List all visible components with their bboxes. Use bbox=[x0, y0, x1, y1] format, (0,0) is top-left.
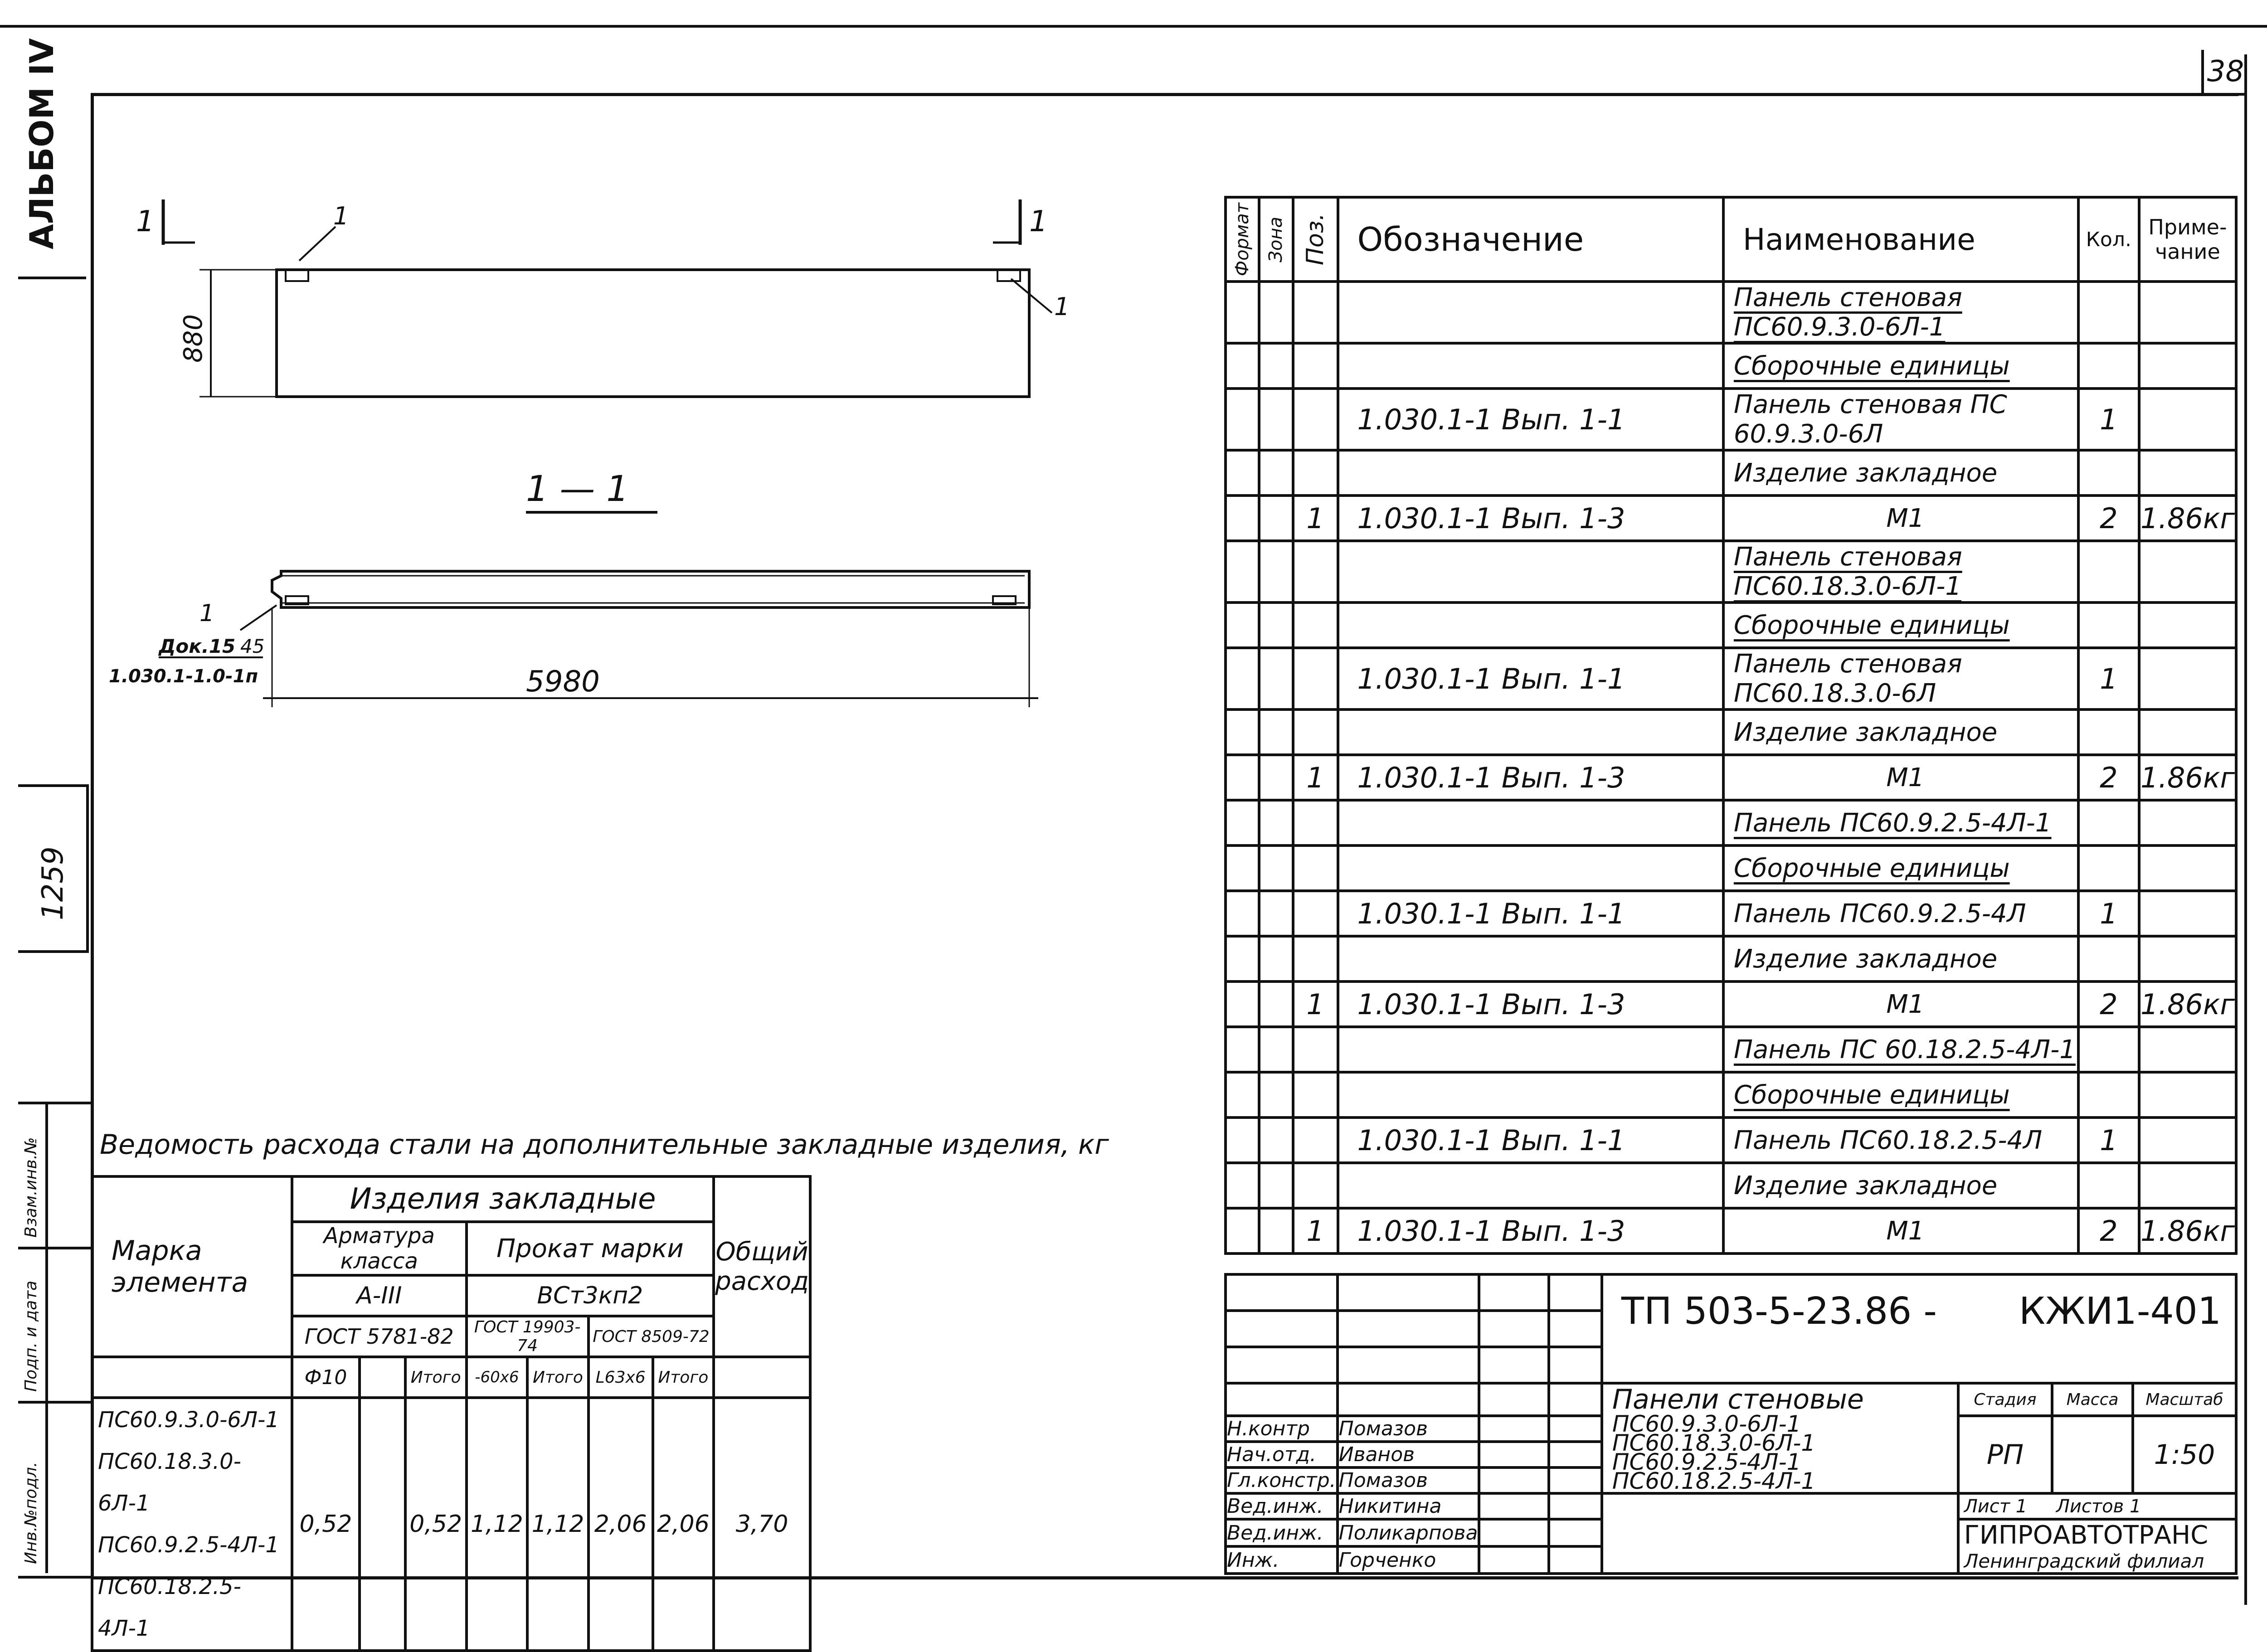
cell-zone bbox=[1259, 343, 1293, 389]
spec-row bbox=[1226, 1027, 2236, 1072]
total-label: Общий расход bbox=[714, 1176, 810, 1357]
signer-role: Нач.отд. bbox=[1226, 1442, 1338, 1467]
section-callout: 1 bbox=[199, 600, 215, 627]
cell-name: Панель ПС60.18.2.5-4Л bbox=[1723, 1118, 2078, 1163]
title-block bbox=[1224, 1273, 2238, 1575]
cell-designation: 1.030.1-1 Вып. 1-3 bbox=[1338, 755, 1723, 800]
cell-note: 1.86кг bbox=[2139, 1208, 2236, 1254]
cell-name: Сборочные единицы bbox=[1723, 343, 2078, 389]
spec-row bbox=[1226, 450, 2236, 496]
signer-role: Инж. bbox=[1226, 1546, 1338, 1574]
side-field-3: Инв.№подл. bbox=[22, 1462, 40, 1564]
cell-name: Сборочные единицы bbox=[1723, 602, 2078, 648]
cell-designation bbox=[1338, 343, 1723, 389]
val-phi10: 0,52 bbox=[292, 1398, 360, 1651]
cell-note: 1.86кг bbox=[2139, 496, 2236, 541]
col-total2: Итого bbox=[527, 1357, 589, 1398]
group-label: Изделия закладные bbox=[292, 1176, 714, 1222]
cell-zone bbox=[1259, 389, 1293, 450]
cell-name: Изделие закладное bbox=[1723, 450, 2078, 496]
col-60x6: -60х6 bbox=[467, 1357, 528, 1398]
cell-name: Панель стеновая ПС 60.9.3.0-6Л bbox=[1723, 389, 2078, 450]
gost2: ГОСТ 8509-72 bbox=[589, 1316, 714, 1357]
cell-note bbox=[2139, 845, 2236, 891]
section-mark-left-text: 1 bbox=[136, 205, 155, 238]
spec-row bbox=[1226, 891, 2236, 936]
stage-value: РП bbox=[1958, 1416, 2053, 1493]
cell-qty: 2 bbox=[2078, 496, 2139, 541]
sheets-label: Листов bbox=[2056, 1496, 2124, 1517]
mark-4: ПС60.18.2.5-4Л-1 bbox=[98, 1574, 241, 1641]
cell-note bbox=[2139, 1163, 2236, 1208]
cell-note bbox=[2139, 282, 2236, 343]
embed-right bbox=[997, 270, 1020, 281]
hdr-format: Формат bbox=[1232, 202, 1253, 277]
cell-qty bbox=[2078, 709, 2139, 755]
cell-designation bbox=[1338, 800, 1723, 845]
cell-format bbox=[1226, 389, 1259, 450]
cell-note bbox=[2139, 541, 2236, 602]
panel-drawing bbox=[91, 172, 1088, 762]
mark-3: ПС60.9.2.5-4Л-1 bbox=[98, 1532, 279, 1558]
cell-note bbox=[2139, 891, 2236, 936]
signer-name: Помазов bbox=[1338, 1467, 1479, 1493]
cell-name: Панель ПС 60.18.2.5-4Л-1 bbox=[1723, 1027, 2078, 1072]
val-total2: 1,12 bbox=[527, 1398, 589, 1651]
section-mark-right-text: 1 bbox=[1029, 205, 1048, 238]
spec-row bbox=[1226, 981, 2236, 1027]
cell-pos bbox=[1293, 343, 1338, 389]
stage-label: Стадия bbox=[1958, 1383, 2053, 1416]
mass-label: Масса bbox=[2052, 1383, 2133, 1416]
cell-format bbox=[1226, 1027, 1259, 1072]
side-field-1: Взам.инв.№ bbox=[22, 1137, 40, 1238]
title-lines bbox=[1602, 1383, 1958, 1493]
right-rule bbox=[2244, 54, 2247, 1605]
cell-designation: 1.030.1-1 Вып. 1-3 bbox=[1338, 981, 1723, 1027]
cell-designation bbox=[1338, 845, 1723, 891]
title-line-5: ПС60.18.2.5-4Л-1 bbox=[1612, 1468, 1816, 1494]
cell-designation: 1.030.1-1 Вып. 1-1 bbox=[1338, 648, 1723, 709]
cell-pos bbox=[1293, 709, 1338, 755]
steel-title: Ведомость расхода стали на дополнительные закладные изделия, кг bbox=[100, 1129, 1109, 1161]
cell-pos bbox=[1293, 389, 1338, 450]
sheet-number: 38 bbox=[2201, 50, 2247, 96]
cell-qty bbox=[2078, 343, 2139, 389]
side-code: 1259 bbox=[36, 846, 70, 920]
title-line-1: Панели стеновые bbox=[1612, 1384, 1864, 1415]
cell-qty bbox=[2078, 1027, 2139, 1072]
side-field-2: Подп. и дата bbox=[22, 1280, 40, 1392]
cell-qty bbox=[2078, 541, 2139, 602]
title-line-2: ПС60.9.3.0-6Л-1 bbox=[1612, 1411, 1801, 1437]
signer-role: Н.контр bbox=[1226, 1416, 1338, 1442]
cell-note bbox=[2139, 1118, 2236, 1163]
signer-name: Иванов bbox=[1338, 1442, 1479, 1467]
side-strip bbox=[18, 38, 91, 1573]
cell-format bbox=[1226, 755, 1259, 800]
callout-1: 1 bbox=[333, 202, 349, 230]
cell-qty bbox=[2078, 602, 2139, 648]
cell-format bbox=[1226, 709, 1259, 755]
spec-row bbox=[1226, 845, 2236, 891]
cell-zone bbox=[1259, 1208, 1293, 1254]
armature-label: Арматура класса bbox=[292, 1222, 467, 1275]
hdr-zone: Зона bbox=[1265, 216, 1287, 262]
signer-name: Никитина bbox=[1338, 1493, 1479, 1519]
cell-designation: 1.030.1-1 Вып. 1-1 bbox=[1338, 389, 1723, 450]
signer-row-4 bbox=[1226, 1493, 2236, 1519]
cell-designation: 1.030.1-1 Вып. 1-1 bbox=[1338, 1118, 1723, 1163]
cell-qty bbox=[2078, 1163, 2139, 1208]
cell-zone bbox=[1259, 648, 1293, 709]
cell-qty: 1 bbox=[2078, 648, 2139, 709]
cell-name: М1 bbox=[1723, 496, 2078, 541]
spec-header bbox=[1226, 197, 2236, 282]
cell-qty bbox=[2078, 936, 2139, 981]
cell-note: 1.86кг bbox=[2139, 981, 2236, 1027]
cell-format bbox=[1226, 602, 1259, 648]
spec-row bbox=[1226, 1163, 2236, 1208]
sheet-value: 1 bbox=[2015, 1496, 2028, 1517]
cell-pos bbox=[1293, 541, 1338, 602]
signer-name: Помазов bbox=[1338, 1416, 1479, 1442]
cell-name: Сборочные единицы bbox=[1723, 845, 2078, 891]
cell-qty bbox=[2078, 450, 2139, 496]
cell-pos bbox=[1293, 800, 1338, 845]
cell-pos bbox=[1293, 891, 1338, 936]
cell-format bbox=[1226, 891, 1259, 936]
val-blank bbox=[360, 1398, 405, 1651]
sheets-value: 1 bbox=[2129, 1496, 2141, 1517]
cell-designation bbox=[1338, 282, 1723, 343]
org-branch: Ленинградский филиал bbox=[1964, 1550, 2204, 1572]
cell-designation: 1.030.1-1 Вып. 1-3 bbox=[1338, 496, 1723, 541]
cell-qty: 2 bbox=[2078, 981, 2139, 1027]
cell-designation bbox=[1338, 709, 1723, 755]
cell-zone bbox=[1259, 541, 1293, 602]
section-mark-left bbox=[136, 199, 195, 245]
cell-pos: 1 bbox=[1293, 755, 1338, 800]
spec-row bbox=[1226, 755, 2236, 800]
cell-format bbox=[1226, 1163, 1259, 1208]
cell-pos bbox=[1293, 1118, 1338, 1163]
spec-row bbox=[1226, 1118, 2236, 1163]
cell-qty: 1 bbox=[2078, 389, 2139, 450]
cell-zone bbox=[1259, 496, 1293, 541]
title-line-4: ПС60.9.2.5-4Л-1 bbox=[1612, 1449, 1801, 1475]
cell-format bbox=[1226, 343, 1259, 389]
cell-note bbox=[2139, 343, 2236, 389]
armature-gost: ГОСТ 5781-82 bbox=[292, 1316, 467, 1357]
cell-format bbox=[1226, 1072, 1259, 1118]
spec-table bbox=[1224, 196, 2238, 1255]
mark-2: ПС60.18.3.0-6Л-1 bbox=[98, 1449, 241, 1516]
spec-row bbox=[1226, 389, 2236, 450]
cell-designation bbox=[1338, 541, 1723, 602]
cell-zone bbox=[1259, 1027, 1293, 1072]
hdr-qty: Кол. bbox=[2078, 197, 2139, 282]
cell-pos: 1 bbox=[1293, 981, 1338, 1027]
cell-zone bbox=[1259, 1072, 1293, 1118]
cell-name: М1 bbox=[1723, 1208, 2078, 1254]
callout-1b: 1 bbox=[1054, 292, 1070, 321]
spec-row bbox=[1226, 343, 2236, 389]
spec-row bbox=[1226, 541, 2236, 602]
cell-zone bbox=[1259, 450, 1293, 496]
doc-suffix: КЖИ1-401 bbox=[2019, 1290, 2221, 1333]
cell-qty bbox=[2078, 282, 2139, 343]
spec-row bbox=[1226, 800, 2236, 845]
sheet-label: Лист bbox=[1964, 1496, 2010, 1517]
cell-qty: 1 bbox=[2078, 1118, 2139, 1163]
cell-note bbox=[2139, 602, 2236, 648]
cell-pos: 1 bbox=[1293, 1208, 1338, 1254]
signer-name: Горченко bbox=[1338, 1546, 1479, 1574]
cell-note bbox=[2139, 389, 2236, 450]
signer-role: Гл.констр. bbox=[1226, 1467, 1338, 1493]
cell-format bbox=[1226, 1208, 1259, 1254]
spec-row bbox=[1226, 496, 2236, 541]
cell-qty bbox=[2078, 845, 2139, 891]
col-total3: Итого bbox=[653, 1357, 714, 1398]
cell-note bbox=[2139, 1027, 2236, 1072]
cell-zone bbox=[1259, 602, 1293, 648]
cell-qty: 2 bbox=[2078, 1208, 2139, 1254]
cell-format bbox=[1226, 936, 1259, 981]
cell-pos bbox=[1293, 450, 1338, 496]
cell-note bbox=[2139, 1072, 2236, 1118]
cell-name: Изделие закладное bbox=[1723, 1163, 2078, 1208]
signer-role: Вед.инж. bbox=[1226, 1519, 1338, 1546]
mark-1: ПС60.9.3.0-6Л-1 bbox=[98, 1407, 279, 1433]
hdr-note: Приме-чание bbox=[2139, 197, 2236, 282]
cell-pos bbox=[1293, 1163, 1338, 1208]
cell-name: Панель ПС60.9.2.5-4Л bbox=[1723, 891, 2078, 936]
section-title: 1 — 1 bbox=[526, 469, 629, 510]
album-label: АЛЬБОМ IV bbox=[23, 38, 61, 249]
cell-format bbox=[1226, 450, 1259, 496]
spec-row bbox=[1226, 936, 2236, 981]
cell-name: Панель ПС60.9.2.5-4Л-1 bbox=[1723, 800, 2078, 845]
cell-format bbox=[1226, 648, 1259, 709]
val-total1: 0,52 bbox=[405, 1398, 467, 1651]
panel-section bbox=[272, 571, 1029, 607]
cell-qty: 2 bbox=[2078, 755, 2139, 800]
rolled-grade: ВСт3кп2 bbox=[467, 1275, 714, 1316]
cell-zone bbox=[1259, 800, 1293, 845]
val-grand: 3,70 bbox=[714, 1398, 810, 1651]
cell-zone bbox=[1259, 981, 1293, 1027]
cell-name: Изделие закладное bbox=[1723, 936, 2078, 981]
cell-note: 1.86кг bbox=[2139, 755, 2236, 800]
rolled-label: Прокат марки bbox=[467, 1222, 714, 1275]
val-l63: 2,06 bbox=[589, 1398, 653, 1651]
org-name: ГИПРОАВТОТРАНС bbox=[1964, 1521, 2209, 1550]
cell-format bbox=[1226, 981, 1259, 1027]
cell-name: Сборочные единицы bbox=[1723, 1072, 2078, 1118]
scale-label: Масштаб bbox=[2133, 1383, 2236, 1416]
cell-name: Панель стеновая ПС60.9.3.0-6Л-1 bbox=[1723, 282, 2078, 343]
cell-name: Изделие закладное bbox=[1723, 709, 2078, 755]
spec-row bbox=[1226, 602, 2236, 648]
col-total1: Итого bbox=[405, 1357, 467, 1398]
cell-qty bbox=[2078, 1072, 2139, 1118]
cell-note bbox=[2139, 450, 2236, 496]
cell-name: М1 bbox=[1723, 755, 2078, 800]
section-mark-right bbox=[993, 199, 1048, 245]
top-rule bbox=[0, 25, 2267, 28]
dim-height: 880 bbox=[179, 314, 208, 363]
cell-format bbox=[1226, 1118, 1259, 1163]
panel-elevation bbox=[277, 270, 1029, 397]
dim-length: 5980 bbox=[526, 665, 600, 699]
cell-format bbox=[1226, 800, 1259, 845]
cell-designation bbox=[1338, 1072, 1723, 1118]
cell-pos bbox=[1293, 282, 1338, 343]
val-60x6: 1,12 bbox=[467, 1398, 528, 1651]
doc-code-title: ТП 503-5-23.86 - bbox=[1621, 1290, 1937, 1333]
dim-45: 45 bbox=[240, 635, 265, 657]
cell-designation bbox=[1338, 602, 1723, 648]
cell-note bbox=[2139, 936, 2236, 981]
cell-format bbox=[1226, 845, 1259, 891]
cell-pos bbox=[1293, 1027, 1338, 1072]
cell-pos bbox=[1293, 845, 1338, 891]
cell-note bbox=[2139, 800, 2236, 845]
spec-row bbox=[1226, 1072, 2236, 1118]
cell-designation bbox=[1338, 450, 1723, 496]
mark-label: Марка элемента bbox=[92, 1176, 292, 1357]
hdr-designation: Обозначение bbox=[1338, 197, 1723, 282]
cell-zone bbox=[1259, 845, 1293, 891]
col-phi10: Ф10 bbox=[292, 1357, 360, 1398]
spec-row bbox=[1226, 282, 2236, 343]
gost1: ГОСТ 19903-74 bbox=[467, 1316, 589, 1357]
cell-zone bbox=[1259, 709, 1293, 755]
cell-format bbox=[1226, 541, 1259, 602]
cell-designation bbox=[1338, 1027, 1723, 1072]
cell-zone bbox=[1259, 936, 1293, 981]
steel-table bbox=[91, 1175, 812, 1652]
cell-designation: 1.030.1-1 Вып. 1-1 bbox=[1338, 891, 1723, 936]
cell-pos: 1 bbox=[1293, 496, 1338, 541]
doc-code: 1.030.1-1.0-1п bbox=[109, 666, 258, 687]
cell-qty bbox=[2078, 800, 2139, 845]
spec-row bbox=[1226, 648, 2236, 709]
cell-name: М1 bbox=[1723, 981, 2078, 1027]
hdr-name: Наименование bbox=[1723, 197, 2078, 282]
cell-note bbox=[2139, 709, 2236, 755]
col-l63: L63х6 bbox=[589, 1357, 653, 1398]
embed-left bbox=[286, 270, 308, 281]
cell-designation: 1.030.1-1 Вып. 1-3 bbox=[1338, 1208, 1723, 1254]
signer-role: Вед.инж. bbox=[1226, 1493, 1338, 1519]
signer-name: Поликарпова bbox=[1338, 1519, 1479, 1546]
cell-note bbox=[2139, 648, 2236, 709]
spec-row bbox=[1226, 709, 2236, 755]
cell-pos bbox=[1293, 1072, 1338, 1118]
org-cell bbox=[1958, 1519, 2236, 1574]
cell-pos bbox=[1293, 648, 1338, 709]
marks-cell bbox=[92, 1398, 292, 1651]
title-line-3: ПС60.18.3.0-6Л-1 bbox=[1612, 1430, 1816, 1456]
cell-pos bbox=[1293, 602, 1338, 648]
cell-name: Панель стеновая ПС60.18.3.0-6Л-1 bbox=[1723, 541, 2078, 602]
doc-ref: Док.15 bbox=[159, 635, 236, 657]
cell-pos bbox=[1293, 936, 1338, 981]
cell-format bbox=[1226, 496, 1259, 541]
sheet-info bbox=[1958, 1493, 2236, 1519]
cell-zone bbox=[1259, 1163, 1293, 1208]
hdr-pos: Поз. bbox=[1302, 213, 1329, 266]
cell-format bbox=[1226, 282, 1259, 343]
cell-zone bbox=[1259, 282, 1293, 343]
cell-qty: 1 bbox=[2078, 891, 2139, 936]
scale-value: 1:50 bbox=[2133, 1416, 2236, 1493]
spec-row bbox=[1226, 1208, 2236, 1254]
val-total3: 2,06 bbox=[653, 1398, 714, 1651]
cell-zone bbox=[1259, 1118, 1293, 1163]
cell-designation bbox=[1338, 936, 1723, 981]
armature-class: А-III bbox=[292, 1275, 467, 1316]
cell-name: Панель стеновая ПС60.18.3.0-6Л bbox=[1723, 648, 2078, 709]
cell-designation bbox=[1338, 1163, 1723, 1208]
cell-zone bbox=[1259, 891, 1293, 936]
cell-zone bbox=[1259, 755, 1293, 800]
